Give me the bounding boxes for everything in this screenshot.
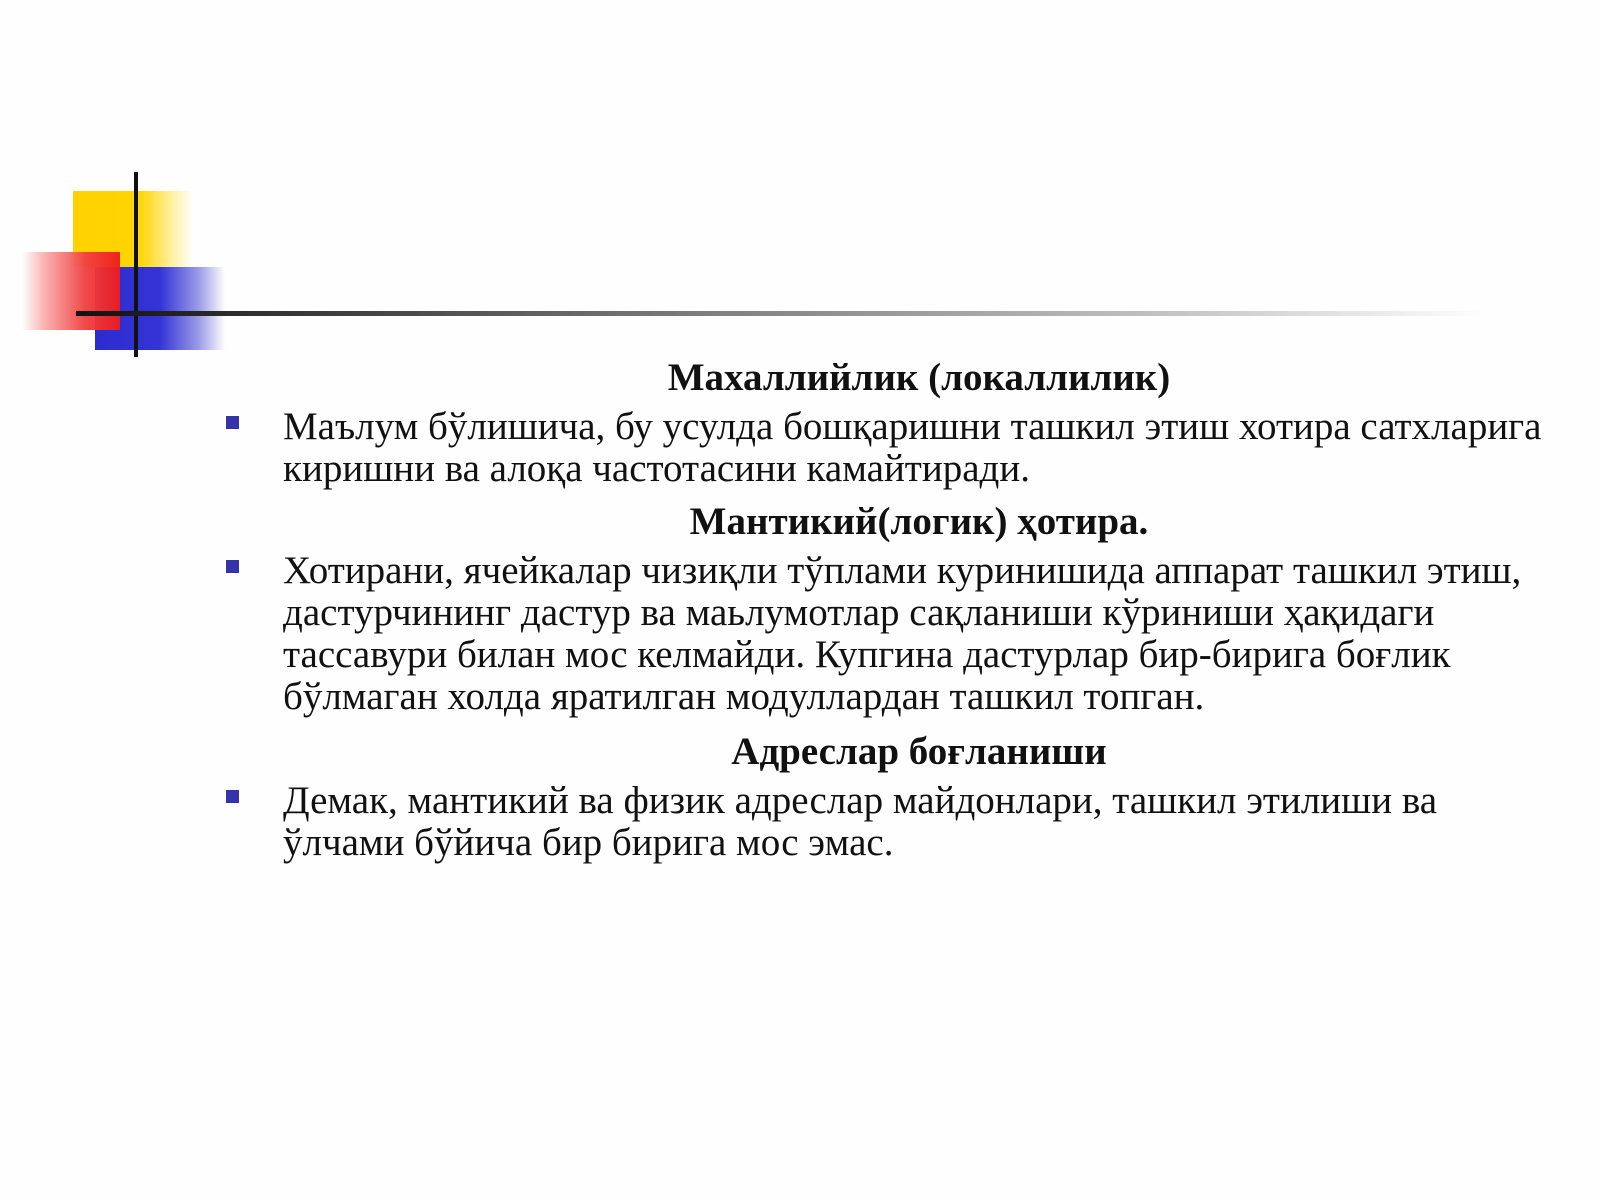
square-bullet-icon — [226, 790, 239, 803]
decor-horizontal-line — [76, 311, 1486, 316]
bullet-text: Демак, мантикий ва физик адреслар майдонлари, ташкил этилиши ва ўлчами бўйича бир бирига мос эмас. — [283, 779, 1438, 864]
section-heading-address-binding: Адреслар боғланиши — [731, 730, 1107, 773]
decor-red-square — [22, 252, 120, 330]
square-bullet-icon — [226, 560, 239, 573]
bullet-text: Хотирани, ячейкалар чизиқли тўплами куринишида аппарат ташкил этиш, дастурчининг дастур ва маьлумотлар сақланиши кўриниши ҳақидаги тассавури билан мос келмайди. Купгина дастурлар бир-бирига боғлик бўлмаган холда яратилган модуллардан ташкил топган. — [283, 549, 1522, 718]
bullet-item — [224, 406, 1554, 490]
bullet-item — [224, 780, 1554, 864]
decor-vertical-line — [134, 172, 138, 357]
section-heading-locality: Махаллийлик (локаллилик) — [667, 356, 1171, 399]
bullet-text: Маълум бўлишича, бу усулда бошқаришни ташкил этиш хотира сатхларига киришни ва алоқа частотасини камайтиради. — [283, 405, 1542, 490]
section-heading-logical-memory: Мантикий(логик) ҳотира. — [689, 500, 1149, 543]
slide-content — [224, 356, 1554, 864]
bullet-item — [224, 550, 1554, 718]
square-bullet-icon — [226, 416, 239, 429]
